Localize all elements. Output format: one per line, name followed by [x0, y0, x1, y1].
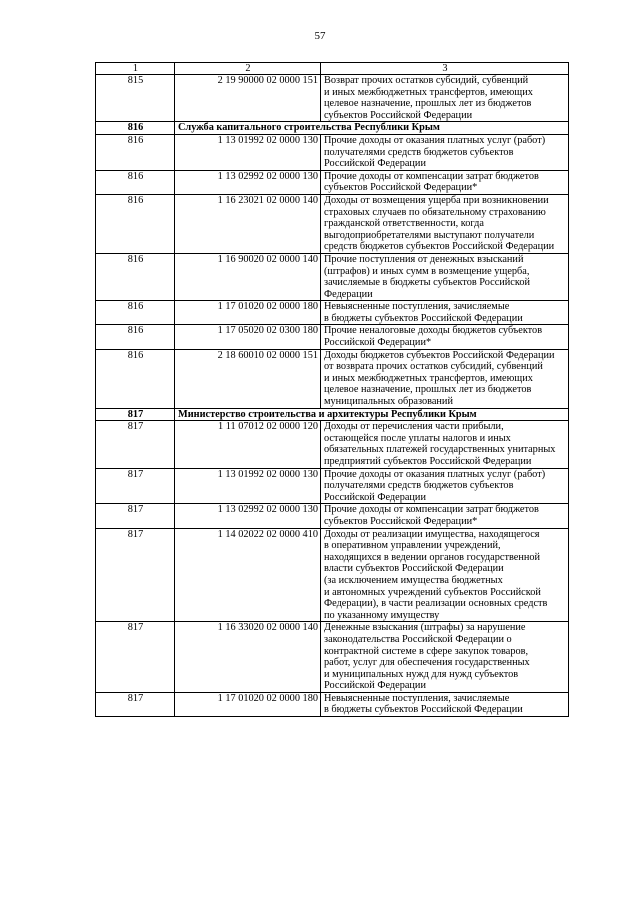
- revenue-description: [321, 349, 569, 408]
- description-line: гражданской ответственности, когда: [324, 218, 484, 230]
- description-line: в оперативном управлении учреждений,: [324, 540, 501, 552]
- admin-code: 816: [96, 301, 175, 325]
- table-row: [96, 692, 569, 716]
- description-line: Российской Федерации: [324, 491, 426, 503]
- revenue-code: 2 18 60010 02 0000 151: [175, 349, 321, 408]
- description-line: находящихся в ведении органов государственной: [324, 551, 540, 563]
- description-line: Прочие доходы от оказания платных услуг (работ): [324, 134, 546, 146]
- description-line: остающейся после уплаты налогов и иных: [324, 432, 511, 444]
- description-line: Федерации), в части реализации основных средств: [324, 598, 548, 610]
- table-row: [96, 349, 569, 408]
- section-title: Служба капитального строительства Республики Крым: [175, 122, 569, 135]
- description-line: Доходы от перечисления части прибыли,: [324, 421, 504, 433]
- revenue-code: 1 14 02022 02 0000 410: [175, 528, 321, 622]
- table-row: [96, 253, 569, 300]
- revenue-code: 1 16 90020 02 0000 140: [175, 253, 321, 300]
- revenue-description: [321, 504, 569, 528]
- description-line: Прочие поступления от денежных взысканий: [324, 253, 524, 265]
- description-line: муниципальных образований: [324, 396, 453, 408]
- description-line: выгодоприобретателями выступают получатели: [324, 229, 535, 241]
- description-line: предприятий субъектов Российской Федерации: [324, 456, 532, 467]
- description-line: целевое назначение, прошлых лет из бюджетов: [324, 98, 532, 110]
- description-line: Прочие доходы от компенсации затрат бюджетов: [324, 170, 539, 182]
- description-line: в бюджеты субъектов Российской Федерации: [324, 704, 523, 716]
- table-row: [96, 325, 569, 349]
- revenue-description: [321, 468, 569, 504]
- description-line: Невыясненные поступления, зачисляемые: [324, 301, 510, 313]
- revenue-code: 1 11 07012 02 0000 120: [175, 421, 321, 468]
- revenue-code: 1 13 01992 02 0000 130: [175, 468, 321, 504]
- description-line: власти субъектов Российской Федерации: [324, 563, 504, 575]
- revenue-codes-table: [95, 62, 569, 717]
- admin-code: 816: [96, 253, 175, 300]
- admin-code: 816: [96, 325, 175, 349]
- description-line: средств бюджетов субъектов Российской Федерации: [324, 241, 555, 253]
- description-line: Российской Федерации: [324, 680, 426, 692]
- admin-code: 816: [96, 170, 175, 194]
- description-line: и иных межбюджетных трансфертов, имеющих: [324, 86, 533, 98]
- header-col-2: 2: [175, 63, 321, 75]
- table-row: [96, 194, 569, 253]
- admin-code: 817: [96, 528, 175, 622]
- revenue-description: [321, 301, 569, 325]
- revenue-code: 1 17 01020 02 0000 180: [175, 301, 321, 325]
- revenue-description: [321, 622, 569, 693]
- section-header-row: [96, 122, 569, 135]
- revenue-description: [321, 170, 569, 194]
- description-line: Российской Федерации*: [324, 337, 432, 349]
- section-title: Министерство строительства и архитектуры Республики Крым: [175, 408, 569, 421]
- table-row: [96, 75, 569, 122]
- admin-code: 817: [96, 622, 175, 693]
- description-line: от возврата прочих остатков субсидий, субвенций: [324, 361, 543, 373]
- revenue-code: 1 17 01020 02 0000 180: [175, 692, 321, 716]
- revenue-code: 1 13 02992 02 0000 130: [175, 170, 321, 194]
- description-line: субъектов Российской Федерации*: [324, 515, 478, 527]
- header-col-3: 3: [321, 63, 569, 75]
- revenue-description: [321, 325, 569, 349]
- description-line: обязательных платежей государственных унитарных: [324, 444, 556, 456]
- table-header-row: [96, 63, 569, 75]
- description-line: Прочие неналоговые доходы бюджетов субъектов: [324, 325, 543, 337]
- description-line: Денежные взыскания (штрафы) за нарушение: [324, 622, 526, 634]
- description-line: Федерации: [324, 288, 373, 300]
- description-line: Возврат прочих остатков субсидий, субвенций: [324, 75, 529, 86]
- description-line: целевое назначение, прошлых лет из бюджетов: [324, 384, 532, 396]
- table-row: [96, 528, 569, 622]
- revenue-code: 1 13 02992 02 0000 130: [175, 504, 321, 528]
- revenue-code: 1 17 05020 02 0300 180: [175, 325, 321, 349]
- table-row: [96, 170, 569, 194]
- revenue-description: [321, 75, 569, 122]
- admin-code: 817: [96, 421, 175, 468]
- admin-code: 816: [96, 122, 175, 135]
- revenue-description: [321, 692, 569, 716]
- description-line: субъектов Российской Федерации*: [324, 182, 478, 194]
- admin-code: 817: [96, 408, 175, 421]
- description-line: Невыясненные поступления, зачисляемые: [324, 692, 510, 704]
- description-line: страховых случаев по обязательному страхованию: [324, 206, 546, 218]
- revenue-description: [321, 421, 569, 468]
- description-line: получателями средств бюджетов субъектов: [324, 480, 514, 492]
- revenue-code: 1 16 23021 02 0000 140: [175, 194, 321, 253]
- table-row: [96, 504, 569, 528]
- admin-code: 817: [96, 468, 175, 504]
- description-line: Доходы от реализации имущества, находящегося: [324, 528, 540, 540]
- admin-code: 816: [96, 134, 175, 170]
- table-row: [96, 468, 569, 504]
- description-line: и автономных учреждений субъектов Российской: [324, 586, 541, 598]
- revenue-code: 1 13 01992 02 0000 130: [175, 134, 321, 170]
- description-line: получателями средств бюджетов субъектов: [324, 146, 514, 158]
- revenue-description: [321, 134, 569, 170]
- description-line: работ, услуг для обеспечения государственных: [324, 657, 530, 669]
- description-line: в бюджеты субъектов Российской Федерации: [324, 312, 523, 324]
- table-row: [96, 301, 569, 325]
- description-line: законодательства Российской Федерации о: [324, 633, 512, 645]
- header-col-1: 1: [96, 63, 175, 75]
- admin-code: 817: [96, 692, 175, 716]
- description-line: по указанному имуществу: [324, 609, 440, 621]
- description-line: субъектов Российской Федерации: [324, 109, 473, 121]
- description-line: Прочие доходы от оказания платных услуг (работ): [324, 468, 546, 480]
- revenue-description: [321, 528, 569, 622]
- admin-code: 816: [96, 349, 175, 408]
- revenue-code: 2 19 90000 02 0000 151: [175, 75, 321, 122]
- table-row: [96, 421, 569, 468]
- description-line: (штрафов) и иных сумм в возмещение ущерба,: [324, 265, 530, 277]
- page-number: 57: [314, 30, 326, 42]
- description-line: контрактной системе в сфере закупок товаров,: [324, 645, 529, 657]
- description-line: и иных межбюджетных трансфертов, имеющих: [324, 372, 533, 384]
- admin-code: 815: [96, 75, 175, 122]
- description-line: (за исключением имущества бюджетных: [324, 574, 503, 586]
- revenue-description: [321, 253, 569, 300]
- description-line: и муниципальных нужд для нужд субъектов: [324, 668, 519, 680]
- description-line: Прочие доходы от компенсации затрат бюджетов: [324, 504, 539, 516]
- revenue-description: [321, 194, 569, 253]
- description-line: Доходы бюджетов субъектов Российской Федерации: [324, 349, 555, 361]
- section-header-row: [96, 408, 569, 421]
- description-line: Доходы от возмещения ущерба при возникновении: [324, 194, 549, 206]
- table-row: [96, 134, 569, 170]
- description-line: зачисляемые в бюджеты субъектов Российской: [324, 277, 531, 289]
- table-row: [96, 622, 569, 693]
- revenue-code: 1 16 33020 02 0000 140: [175, 622, 321, 693]
- description-line: Российской Федерации: [324, 158, 426, 170]
- admin-code: 817: [96, 504, 175, 528]
- admin-code: 816: [96, 194, 175, 253]
